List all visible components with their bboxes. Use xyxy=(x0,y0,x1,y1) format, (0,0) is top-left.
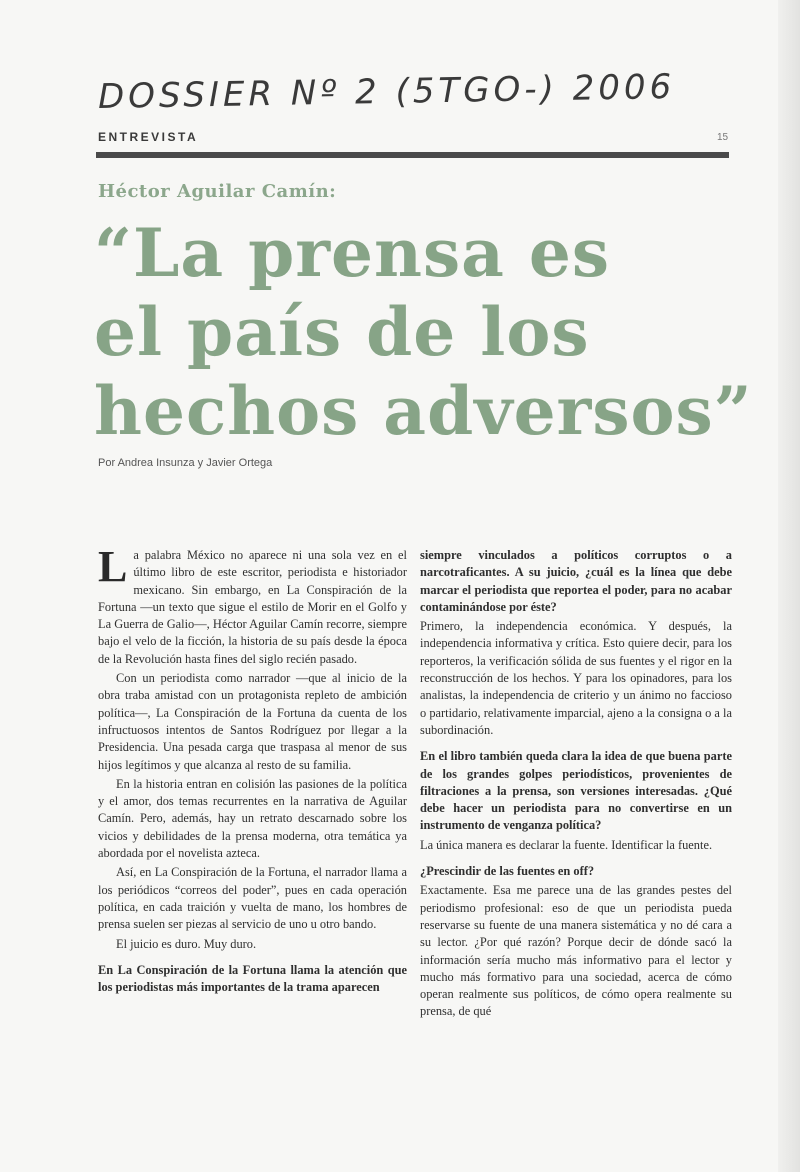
intro-paragraph xyxy=(98,542,407,668)
byline: Por Andrea Insunza y Javier Ortega xyxy=(98,457,273,469)
interview-answer: Exactamente. Esa me parece una de las grandes pestes del periodismo profesional: eso de que un periodista pueda reservarse su fuente de una manera sistemática y no dé cara a su lector. ¿Por qué razón? Porque decir de dónde sacó la información sería mucho más informativo para el lector y mucho más formativo para una sociedad, acerca de cómo operan realmente sus políticos, de cómo opera realmente su prensa, de qué xyxy=(420,883,732,1019)
body-paragraph: El juicio es duro. Muy duro. xyxy=(116,936,257,951)
section-label: ENTREVISTA xyxy=(98,130,199,144)
headline-line-1: “La prensa es xyxy=(94,214,611,292)
intro-text: a palabra México no aparece ni una sola vez en el último libro de este escritor, periodista e historiador mexicano. Sin embargo, en La Conspiración de la Fortuna —un texto que sigue el estilo de Morir en el Golfo y La Guerra de Galio—, Héctor Aguilar Camín recorre, siempre bajo el velo de la ficción, la historia de su país desde la época de la Revolución hasta fines del siglo recién pasado. xyxy=(98,548,407,666)
handwritten-note: DOSSIER Nº 2 (5TGO-) 2006 xyxy=(97,66,676,118)
headline-line-3: hechos adversos” xyxy=(94,372,753,450)
interview-question-continued: siempre vinculados a políticos corruptos o a narcotraficantes. A su juicio, ¿cuál es la línea que debe marcar el periodista que reportea el poder, para no acabar contaminándose por éste? xyxy=(420,548,732,614)
drop-cap: L xyxy=(98,542,128,591)
headline-line-2: el país de los xyxy=(94,293,590,371)
interview-answer: Primero, la independencia económica. Y después, la independencia informativa y crítica. Esto quiere decir, para los reporteros, la verificación sólida de sus fuentes y el rigor en la reconstrucción de los hechos. Y para los opinadores, para los analistas, la independencia de criterio y un ánimo no faccioso o partidario, relativamente imparcial, ajeno a la consigna o a la subordinación. xyxy=(420,619,732,737)
body-paragraph: Con un periodista como narrador —que al inicio de la obra traba amistad con un protagonista repleto de ambición política—, La Conspiración de la Fortuna da cuenta de los infructuosos intentos de Santos Rodríguez por llegar a la Presidencia. Una pesada carga que traspasa al menor de sus hijos legítimos y que alcanza al resto de su familia. xyxy=(98,671,407,772)
scan-edge-shadow xyxy=(778,0,800,1172)
body-paragraph: Así, en La Conspiración de la Fortuna, el narrador llama a los periódicos “correos del poder”, pues en cada operación política, en cada traición y vuelta de mano, los hombres de prensa suelen ser piezas al servicio de uno u otro bando. xyxy=(98,865,407,932)
interview-answer: La única manera es declarar la fuente. Identificar la fuente. xyxy=(420,837,713,852)
interviewee-kicker: Héctor Aguilar Camín: xyxy=(98,181,337,202)
header-rule xyxy=(96,152,729,158)
article-column-left xyxy=(98,542,407,998)
interview-question: En La Conspiración de la Fortuna llama la atención que los periodistas más importantes de la trama aparecen xyxy=(98,962,407,995)
page-number: 15 xyxy=(717,132,729,143)
interview-question: ¿Prescindir de las fuentes en off? xyxy=(420,864,595,879)
article-column-right xyxy=(420,547,732,1023)
interview-question: En el libro también queda clara la idea de que buena parte de los grandes golpes periodísticos, provenientes de filtraciones a la prensa, son versiones interesadas. ¿Qué debe hacer un periodista para no convertirse en un instrumento de venganza política? xyxy=(420,749,732,833)
headline xyxy=(94,214,774,451)
body-paragraph: En la historia entran en colisión las pasiones de la política y el amor, dos temas recurrentes en la narrativa de Aguilar Camín. Pero, además, hay un retrato descarnado sobre los vicios y debilidades de la prensa moderna, otra temática ya abordada por el novelista azteca. xyxy=(98,776,407,861)
